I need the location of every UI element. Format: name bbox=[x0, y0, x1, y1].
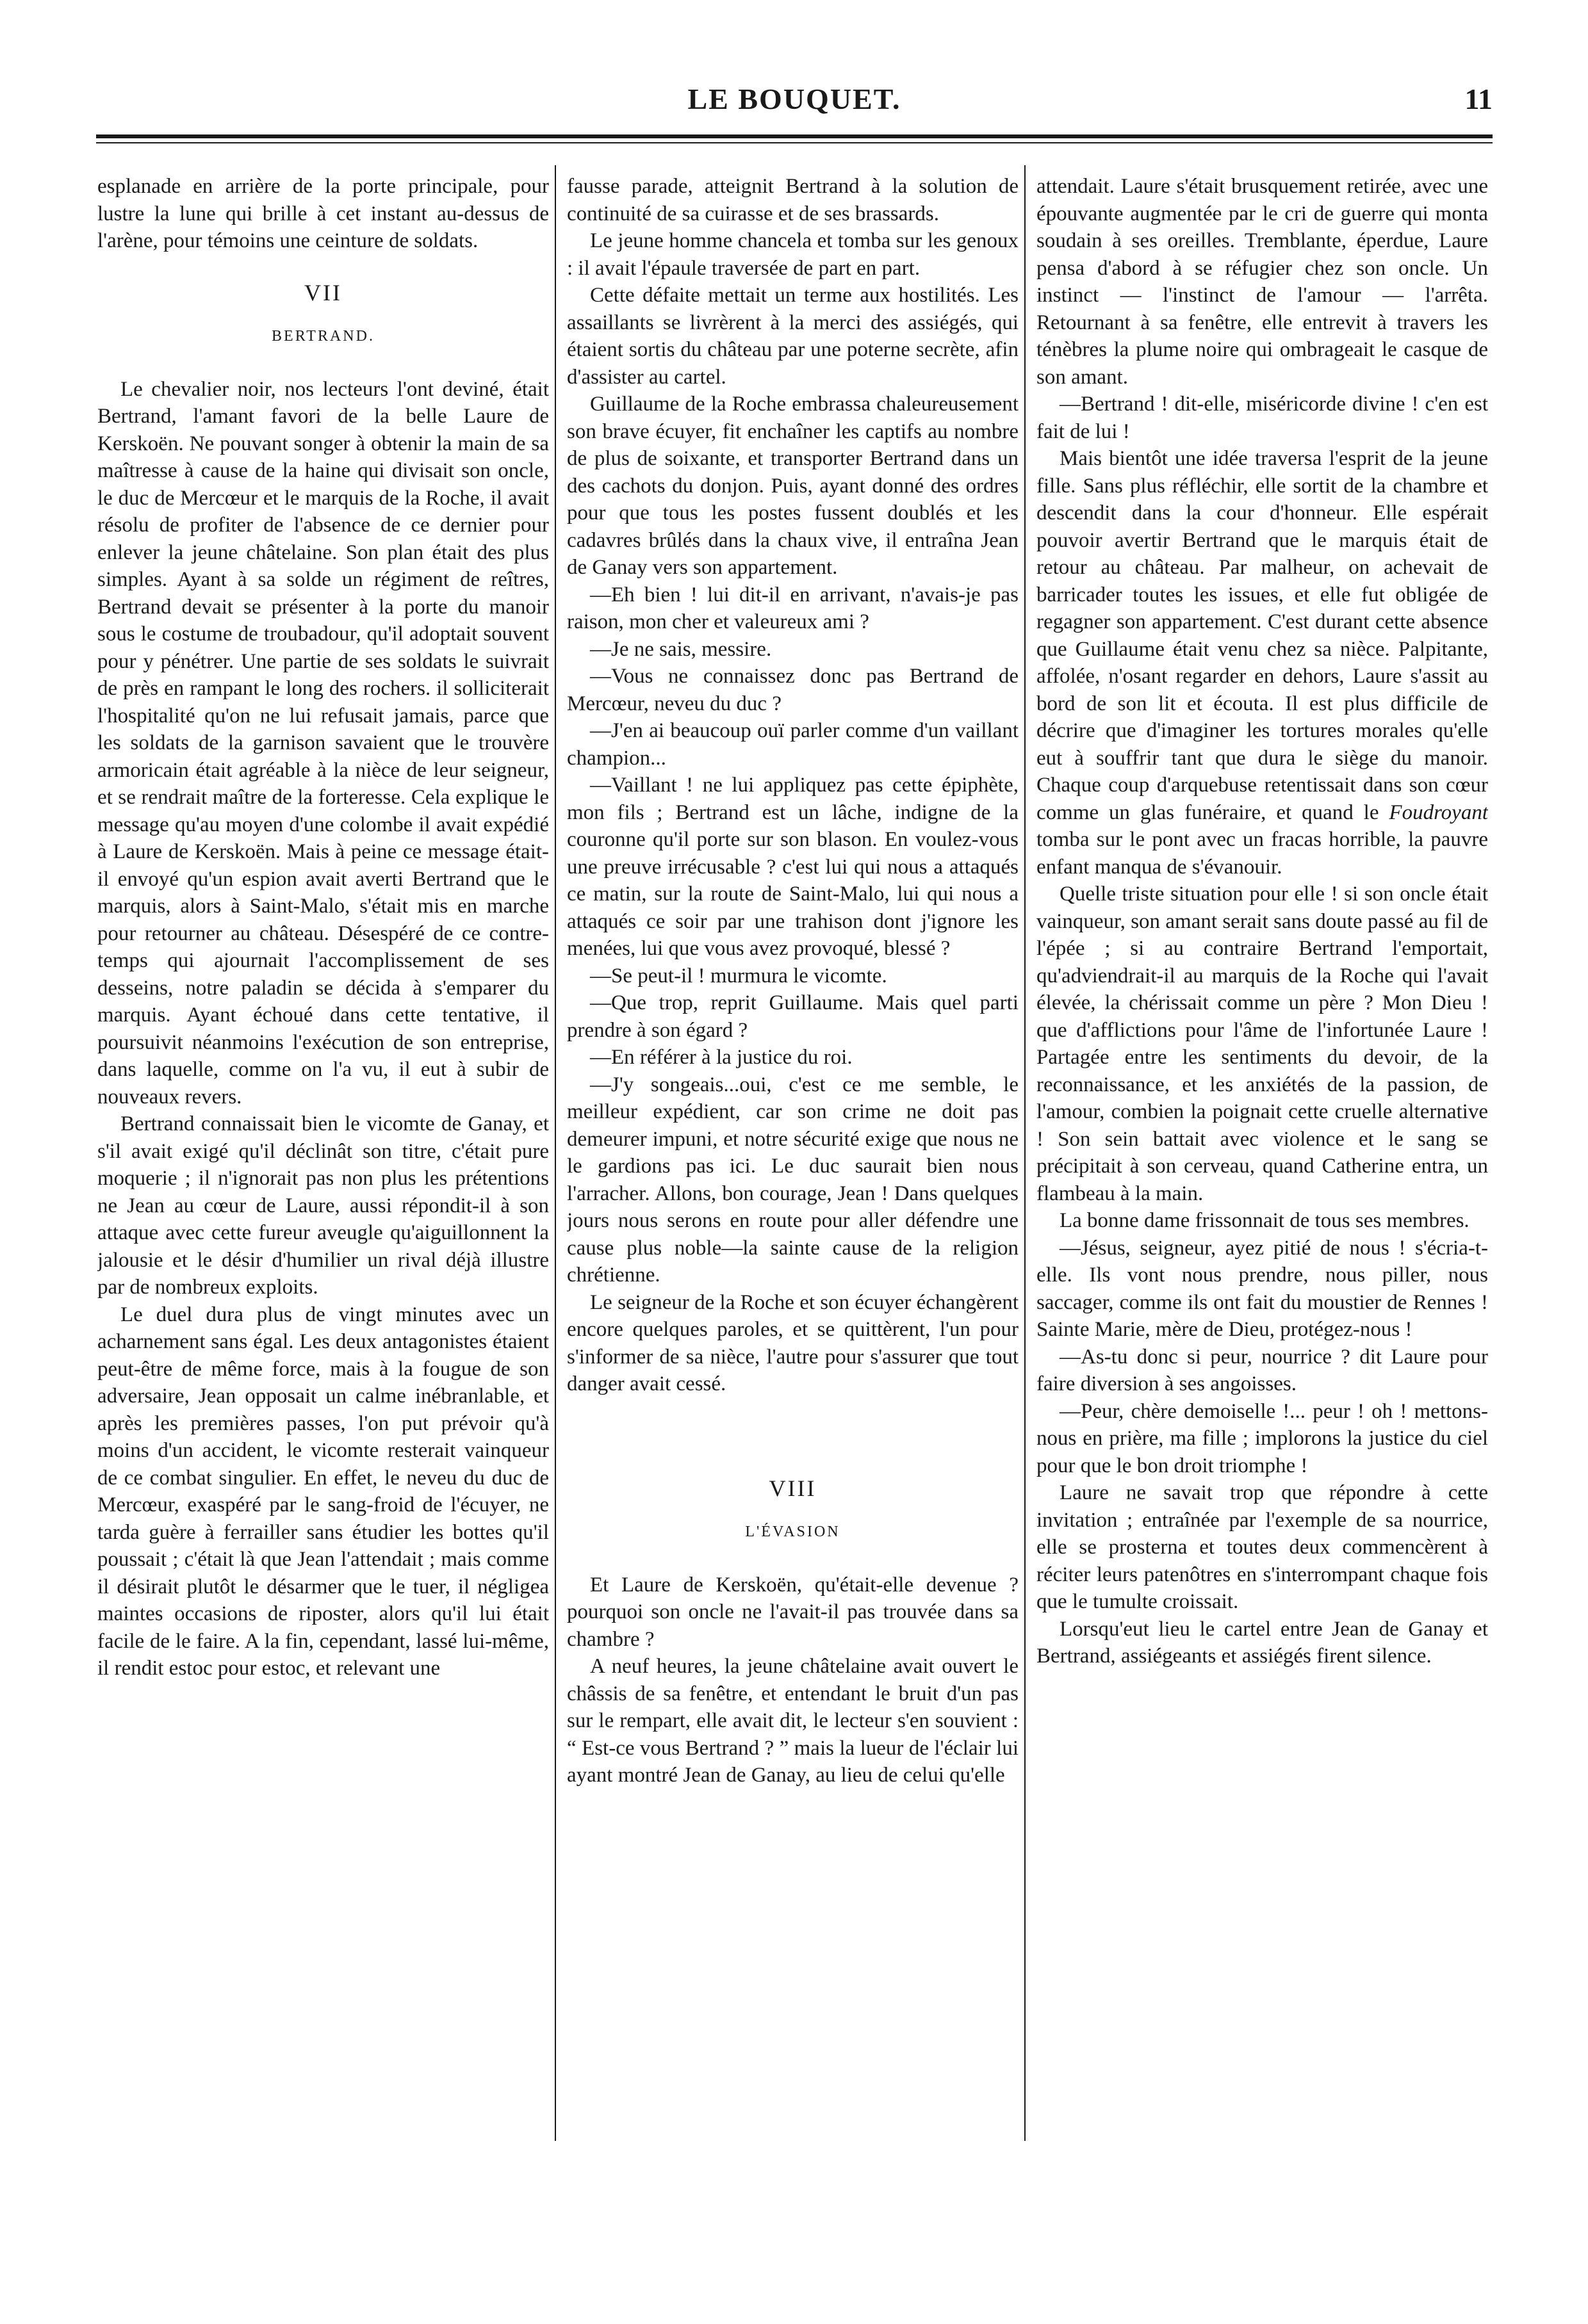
paragraph: —Vous ne connaissez donc pas Bertrand de Mercœur, neveu du duc ? bbox=[567, 665, 1019, 715]
header-rule-thick bbox=[96, 134, 1493, 138]
paragraph: Le jeune homme chancela et tomba sur les genoux : il avait l'épaule traversée de part en part. bbox=[567, 229, 1019, 280]
chapter-title: BERTRAND. bbox=[272, 328, 375, 345]
paragraph: —Jésus, seigneur, ayez pitié de nous ! s'écria-t-elle. Ils vont nous prendre, nous piller, nous saccager, comme ils ont fait du moustier de Rennes ! Sainte Marie, mère de Dieu, protégez-nous ! bbox=[1036, 1236, 1488, 1341]
paragraph: Guillaume de la Roche embrassa chaleureusement son brave écuyer, fit enchaîner les captifs au nombre de plus de soixante, et transporter Bertrand dans un des cachots du donjon. Puis, ayant donné des ordres pour que tous les postes fussent doublés et les cadavres brûlés dans la chaux vive, il entraîna Jean de Ganay vers son appartement. bbox=[567, 393, 1019, 579]
paragraph: —As-tu donc si peur, nourrice ? dit Laure pour faire diversion à ses angoisses. bbox=[1036, 1345, 1488, 1395]
paragraph: —J'y songeais...oui, c'est ce me semble, le meilleur expédient, car son crime ne doit pas demeurer impuni, et notre sécurité exige que nous ne le gardions pas ici. Le duc saurait bien nous l'arracher. Allons, bon courage, Jean ! Dans quelques jours nous serons en route pour aller défendre une cause plus noble—la sainte cause de la religion chrétienne. bbox=[567, 1073, 1019, 1287]
paragraph: Le duel dura plus de vingt minutes avec un acharnement sans égal. Les deux antagonistes étaient peut-être de même force, mais à la fougue de son adversaire, Jean opposait un calme inébranlable, et après les premières passes, l'on put prévoir qu'à moins d'un accident, le vicomte resterait vainqueur de ce combat singulier. En effet, le neveu du duc de Mercœur, exaspéré par le sang-froid de l'écuyer, ne tarda guère à ferrailler sans étudier les bottes qu'il poussait ; c'était là que Jean l'attendait ; mais comme il désirait plutôt le désarmer que le tuer, il négligea maintes occasions de riposter, alors qu'il lui était facile de le faire. A la fin, cependant, lassé lui-même, il rendit estoc pour estoc, et relevant une bbox=[97, 1303, 549, 1680]
header-rule-thin bbox=[96, 142, 1493, 143]
chapter-number: VIII bbox=[769, 1475, 817, 1501]
paragraph: —En référer à la justice du roi. bbox=[590, 1046, 853, 1069]
paragraph: Et Laure de Kerskoën, qu'était-elle devenue ? pourquoi son oncle ne l'avait-il pas trouvée dans sa chambre ? bbox=[567, 1573, 1019, 1651]
paragraph: fausse parade, atteignit Bertrand à la solution de continuité de sa cuirasse et de ses brassards. bbox=[567, 175, 1019, 225]
ship-name: Foudroyant bbox=[1389, 800, 1488, 824]
paragraph: —Se peut-il ! murmura le vicomte. bbox=[590, 964, 887, 987]
running-head bbox=[96, 82, 1493, 127]
paragraph-text: tomba sur le pont avec un fracas horrible, la pauvre enfant manqua de s'évanouir. bbox=[1036, 828, 1488, 879]
paragraph bbox=[1036, 445, 1488, 881]
chapter-number: VII bbox=[304, 279, 342, 305]
paragraph: Quelle triste situation pour elle ! si son oncle était vainqueur, son amant serait sans doute passé au fil de l'épée ; si au contraire Bertrand l'emportait, qu'adviendrait-il au marquis de la Roche qui l'avait élevée, la chérissait comme un père ? Mon Dieu ! que d'afflictions pour l'âme de l'infortunée Laure ! Partagée entre les sentiments du devoir, de la reconnaissance, et les anxiétés de la passion, de l'amour, combien la poignait cette cruelle alternative ! Son sein battait avec violence et le sang se précipitait à son cerveau, quand Catherine entra, un flambeau à la main. bbox=[1036, 882, 1488, 1205]
paragraph: La bonne dame frissonnait de tous ses membres. bbox=[1060, 1209, 1469, 1232]
column-divider bbox=[555, 165, 556, 2141]
paragraph: —Eh bien ! lui dit-il en arrivant, n'avais-je pas raison, mon cher et valeureux ami ? bbox=[567, 583, 1019, 633]
paragraph: —Vaillant ! ne lui appliquez pas cette épiphète, mon fils ; Bertrand est un lâche, indigne de la couronne qu'il porte sur son blason. En voulez-vous une preuve irrécusable ? c'est lui qui nous a attaqués ce matin, sur la route de Saint-Malo, lui qui nous a attaqués ce soir par une trahison dont j'ignore les menées, lui que vous avez provoqué, blessé ? bbox=[567, 774, 1019, 960]
running-title: LE BOUQUET. bbox=[687, 83, 901, 115]
paragraph: —Que trop, reprit Guillaume. Mais quel parti prendre à son égard ? bbox=[567, 991, 1019, 1042]
text-column-1 bbox=[97, 173, 549, 2305]
paragraph: attendait. Laure s'était brusquement retirée, avec une épouvante augmentée par le cri de guerre qui monta soudain à ses oreilles. Tremblante, éperdue, Laure pensa d'abord à se réfugier chez son oncle. Un instinct — l'instinct de l'amour — l'arrêta. Retournant à sa fenêtre, elle entrevit à travers les ténèbres la plume noire qui ombrageait le casque de son amant. bbox=[1036, 175, 1488, 389]
paragraph-text: Mais bientôt une idée traversa l'esprit de la jeune fille. Sans plus réfléchir, elle sortit de la chambre et descendit dans la cour d'honneur. Elle espérait pouvoir avertir Bertrand que le marquis était de retour au château. Par malheur, on achevait de barricader toutes les issues, et elle fut obligée de regagner son appartement. C'est durant cette absence que Guillaume était venu chez sa nièce. Palpitante, affolée, n'osant regarder en dehors, Laure s'assit au bord de son lit et écouta. Il est plus difficile de décrire que d'imaginer les tortures morales qu'elle eut à souffrir tant que dura le siège du manoir. Chaque coup d'arquebuse retentissait dans son cœur comme un glas funéraire, et quand le bbox=[1036, 447, 1488, 824]
paragraph: Laure ne savait trop que répondre à cette invitation ; entraînée par l'exemple de sa nourrice, elle se prosterna et toutes deux commencèrent à réciter leurs patenôtres en s'interrompant chaque fois que le tumulte croissait. bbox=[1036, 1481, 1488, 1613]
paragraph: Le seigneur de la Roche et son écuyer échangèrent encore quelques paroles, et se quittèrent, l'un pour s'informer de sa nièce, l'autre pour s'assurer que tout danger avait cessé. bbox=[567, 1290, 1019, 1395]
paragraph: Cette défaite mettait un terme aux hostilités. Les assaillants se livrèrent à la merci des assiégés, qui étaient sortis du château par une poterne secrète, afin d'assister au cartel. bbox=[567, 284, 1019, 389]
paragraph: —Bertrand ! dit-elle, miséricorde divine ! c'en est fait de lui ! bbox=[1036, 393, 1488, 443]
paragraph: Lorsqu'eut lieu le cartel entre Jean de Ganay et Bertrand, assiégeants et assiégés firent silence. bbox=[1036, 1617, 1488, 1668]
paragraph: A neuf heures, la jeune châtelaine avait ouvert le châssis de sa fenêtre, et entendant le bruit d'un pas sur le rempart, elle avait dit, le lecteur s'en souvient : “ Est-ce vous Bertrand ? ” mais la lueur de l'éclair lui ayant montré Jean de Ganay, au lieu de celui qu'elle bbox=[567, 1655, 1019, 1787]
paragraph: —J'en ai beaucoup ouï parler comme d'un vaillant champion... bbox=[567, 719, 1019, 770]
paragraph: —Peur, chère demoiselle !... peur ! oh ! mettons-nous en prière, ma fille ; implorons la justice du ciel pour que le bon droit triomphe ! bbox=[1036, 1399, 1488, 1477]
paragraph: Le chevalier noir, nos lecteurs l'ont deviné, était Bertrand, l'amant favori de la belle Laure de Kerskoën. Ne pouvant songer à obtenir la main de sa maîtresse à cause de la haine qui divisait son oncle, le duc de Mercœur et le marquis de la Roche, il avait résolu de profiter de l'absence de ce dernier pour enlever la jeune châtelaine. Son plan était des plus simples. Ayant à sa solde un régiment de reîtres, Bertrand devait se présenter à la porte du manoir sous le costume de troubadour, qu'il adoptait souvent pour y pénétrer. Une partie de ses soldats le suivrait de près en rampant le long des rochers. il solliciterait l'hospitalité qu'on ne lui refusait jamais, parce que les soldats de la garnison savaient que le trouvère armoricain était agréable à la nièce de leur seigneur, et se rendrait maître de la forteresse. Cela explique le message qu'au moyen d'une colombe il avait expédié à Laure de Kerskoën. Mais à peine ce message était-il envoyé qu'un espion avait averti Bertrand que le marquis, alors à Saint-Malo, s'était mis en marche pour retourner au château. Désespéré de ce contre-temps qui ajournait l'accomplissement de ses desseins, notre paladin se décida à s'emparer du marquis. Ayant échoué dans cette tentative, il poursuivit néanmoins l'exécution de son entreprise, dans laquelle, comme on l'a vu, il eut à subir de nouveaux revers. bbox=[97, 377, 549, 1109]
paragraph: Bertrand connaissait bien le vicomte de Ganay, et s'il avait exigé qu'il déclinât son titre, c'était pure moquerie ; il n'ignorait pas non plus les prétentions ne Jean au cœur de Laure, aussi répondit-il à son attaque avec cette fureur aveugle qu'aiguillonnent la jalousie et le désir d'humilier un rival déjà illustre par de nombreux exploits. bbox=[97, 1112, 549, 1299]
column-divider bbox=[1024, 165, 1026, 2141]
text-column-2 bbox=[567, 173, 1019, 2305]
text-column-3 bbox=[1036, 173, 1488, 2305]
paragraph: —Je ne sais, messire. bbox=[590, 637, 772, 661]
paragraph: esplanade en arrière de la porte principale, pour lustre la lune qui brille à cet instant au-dessus de l'arène, pour témoins une ceinture de soldats. bbox=[97, 175, 549, 252]
page-number: 11 bbox=[1464, 83, 1493, 115]
chapter-title: L'ÉVASION bbox=[745, 1524, 840, 1540]
